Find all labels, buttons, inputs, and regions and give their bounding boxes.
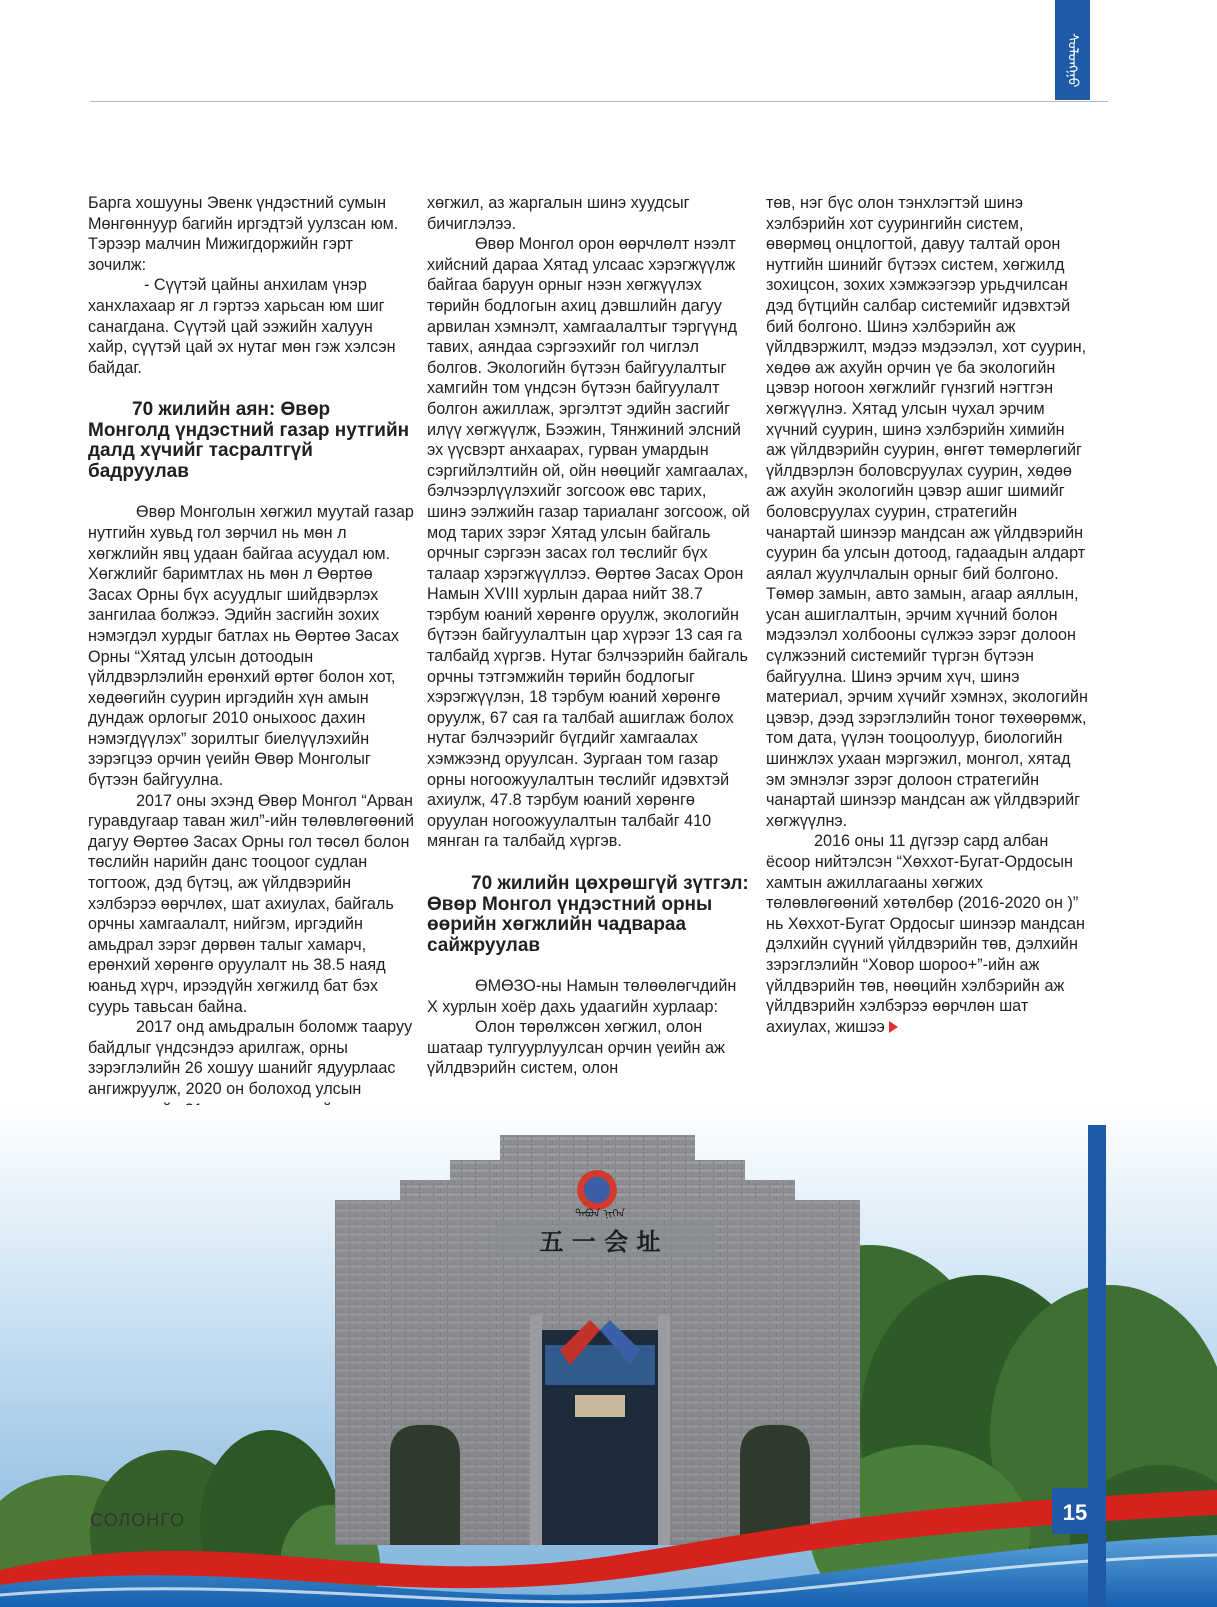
col2-paragraph-3: ӨМӨЗО-ны Намын төлөөлөгчдийн Х хурлын хоёр дахь удаагийн хурлаар: (427, 977, 737, 1016)
col2-heading: 70 жилийн цөхрөшгүй зүтгэл: Өвөр Монгол үндэстний орны өөрийн хөгжлийн чадвараа сайжруулав (427, 873, 749, 956)
section-tab (1055, 0, 1090, 100)
col3-paragraph-1: төв, нэг бүс олон тэнхлэгтэй шинэ хэлбэрийн хот суурингийн систем, өвөрмөц онцлогтой, давуу талтай орон нутгийн шинийг бүтээх систем, хөгжилд зохицсон, зохих хэмжээгээр урьдчилсан дэд бүтцийн салбар системийг идэвхтэй бий болгоно. Шинэ хэлбэрийн аж үйлдвэржилт, мэдээ мэдээлэл, хот суурин, хөдөө аж ахуйн орчин үе ба экологийн цэвэр ногоон хөгжлийг гүнзгий нэгтгэн хөгжүүлнэ. Хятад улсын чухал эрчим хүчний суурин, шинэ хэлбэрийн химийн аж үйлдвэрийн суурин, өнгөт төмөрлөгийг үйлдвэрлэн боловсруулах суурин, хөдөө аж ахуйн экологийн цэвэр ашиг шимийг боловсруулах суурин, стратегийн чанартай шинээр мандсан аж үйлдвэрийн суурин ба улсын дотоод, гадаадын алдарт аялал жуулчлалын орныг бий болгоно. Төмөр замын, авто замын, агаар аяллын, усан ашиглалтын, эрчим хүчний болон мэдээлэл холбооны сүлжээ зэрэг долоон сүлжээний системийг түргэн бүтээн байгуулна. Шинэ эрчим хүч, шинэ материал, эрчим хүчийг хэмнэх, экологийн цэвэр, дээд зэрэглэлийн тоног төхөөрөмж, том дата, үүлэн тооцоолуур, биологийн шинжлэх ухаан мэргэжил, монгол, хятад эм эмнэлэг зэрэг долоон стратегийн чанартай шинээр мандсан аж үйлдвэрийг хөгжүүлнэ. (766, 194, 1088, 830)
column-3 (766, 193, 1088, 1037)
col1-paragraph-2: - Сүүтэй цайны анхилам үнэр ханхлахаар яг л гэртээ харьсан юм шиг санагдана. Сүүтэй цай ээжийн халуун хайр, сүүтэй цай эх нутаг мөн гэж хэлсэн байдаг. (88, 276, 396, 377)
col2-paragraph-2: Өвөр Монгол орон өөрчлөлт нээлт хийсний дараа Хятад улсаас хэрэгжүүлж байгаа баруун орныг нээн хөгжүүлэх төрийн бодлогын ахиц дэвшлийн дагуу арвилан хэмнэлт, хамгаалалтыг тэргүүнд тавих, аяндаа сэргээхийг гол чиглэл болгов. Экологийн бүтээн байгуулалтыг хамгийн том үндсэн бүтээн байгуулалт болгон ажиллаж, эргэлтэт эдийн засгийг илүү хөгжүүлж, Бээжин, Тянжиний элсний эх үүсвэрт анхаарах, гурван умардын сэргийлэлтийн ой, ойн нөөцийг хамгаалах, бэлчээрлүүлэхийг зогсоож өвс тарих, шинэ ээлжийн газар тариаланг зогсоож, ой мод тарих зэрэг Хятад улсын байгаль орчныг сэргээн засах гол төслийг бүх талаар хэрэгжүүллээ. Өөртөө Засах Орон Намын XVIII хурлын дараа нийт 38.7 тэрбум юаний хөрөнгө оруулж, экологийн бүтээн байгуулалтын цар хүрээг 13 сая га талбайд хүргэв. Нутаг бэлчээрийн байгаль орчны тэтгэмжийн төрийн бодлогыг хэрэгжүүлэн, 18 тэрбум юаний хөрөнгө оруулж, 67 сая га талбай ашиглаж болох нутаг бэлчээрийг бүгдийг хамгаалах хэмжээнд оруулсан. Зургаан том газар орны ногоожуулалтын төслийг идэвхтэй ахиулж, 47.8 тэрбум юаний хөрөнгө оруулан ногоожуулалтын талбайг 410 мянган га талбайд хүргэв. (427, 235, 750, 851)
building-photo (0, 1105, 1217, 1607)
column-1 (88, 193, 415, 1182)
header-rule (90, 101, 1108, 102)
col3-paragraph-2-text: 2016 оны 11 дүгээр сард албан ёсоор нийтэлсэн “Хөххот-Бугат-Ордосын хамтын ажиллагааны хөгжих төлөвлөгөөний хөтөлбөр (2016-2020 он )” нь Хөххот-Бугат Ордосыг шинээр мандсан дэлхийн сүүний үйлдвэрийн төв, дэлхийн зэрэглэлийн “Ховор шороо+”-ийн аж үйлдвэрийн төв, нөөцийн хэлбэрийн аж үйлдвэрийн хэлбэрээ өөрчлөн шат ахиулах, жишээ (766, 832, 1085, 1036)
col3-paragraph-2 (766, 831, 1088, 1037)
col1-paragraph-5: 2017 онд амьдралын боломж тааруу байдлыг үндсэндээ арилгаж, орны зэрэглэлийн 26 хошуу шанийг ядуурлаас ангижруулж, 2020 он болоход улсын (88, 1018, 413, 1098)
building (335, 1135, 860, 1545)
col1-paragraph-1: Барга хошууны Эвенк үндэстний сумын Мөнгөннуур багийн иргэдтэй уулзсан юм. Тэрээр малчин Мижигдоржийн гэрт зочилж: (88, 194, 399, 274)
building-sign-text: 五 一 会 址 (539, 1227, 661, 1256)
col2-paragraph-1: хөгжил, аз жаргалын шинэ хуудсыг бичиглэлээ. (427, 194, 690, 233)
column-2 (427, 193, 750, 1079)
col1-paragraph-4: 2017 оны эхэнд Өвөр Монгол “Арван гуравдугаар таван жил”-ийн төлөвлөгөөний дагуу Өөртөө Засах Орны гол төсөл болон төслийн нарийн данс тооцоог судлан тогтоож, дэд бүтэц, аж үйлдвэрийн хэлбэрээ өөрчлөх, шат ахиулах, байгаль орчны хамгаалалт, нийгэм, иргэдийн амьдрал зэрэг дөрвөн талыг хамарч, ерөнхий хөрөнгө оруулалт нь 38.5 наяд юаньд хүрч, ирээдүйн хөгжилд бат бэх суурь тавьсан байна. (88, 791, 415, 1016)
col2-paragraph-4: Олон төрөлжсөн хөгжил, олон шатаар тулгуурлуулсан орчин үеийн аж үйлдвэрийн систем, олон (427, 1018, 725, 1078)
page-number: 15 (1062, 1500, 1088, 1525)
continue-arrow-icon (889, 1021, 898, 1033)
page-strip (1088, 1125, 1106, 1607)
building-mongolian-text: ᠲᠠᠪᠤᠨ ᠨᠢᠭᠡᠨ (575, 1207, 625, 1220)
magazine-name: СОЛОНГО (90, 1510, 185, 1530)
col1-paragraph-3: Өвөр Монголын хөгжил муутай газар нутгийн хувьд гол зөрчил нь мөн л хөгжлийн явц удаан байгаа асуудал юм. Хөгжлийг баримтлах нь мөн л Өөртөө Засах Орны бүх асуудлыг шийдвэрлэх зангилаа болжээ. Эдийн засгийн зохих нэмэгдэл хурдыг батлах нь Өөртөө Засах Орны “Хятад улсын дотоодын үйлдвэрлэлийн ерөнхий өртөг болон хот, хөдөөгийн суурин иргэдийн хүн амын дундаж орлогыг 2010 оныхоос дахин нэмэгдүүлэх” зорилтыг биелүүлэхийн зэрэгцээ орчин үеийн Өвөр Монголыг бүтээн байгуулна. (88, 503, 414, 790)
col1-heading: 70 жилийн аян: Өвөр Монголд үндэстний газар нутгийн далд хүчийг тасралтгүй бадруулав (88, 399, 410, 482)
section-tab-label: ᠰᠣᠯᠣᠩᠭᠤ (1064, 32, 1081, 88)
